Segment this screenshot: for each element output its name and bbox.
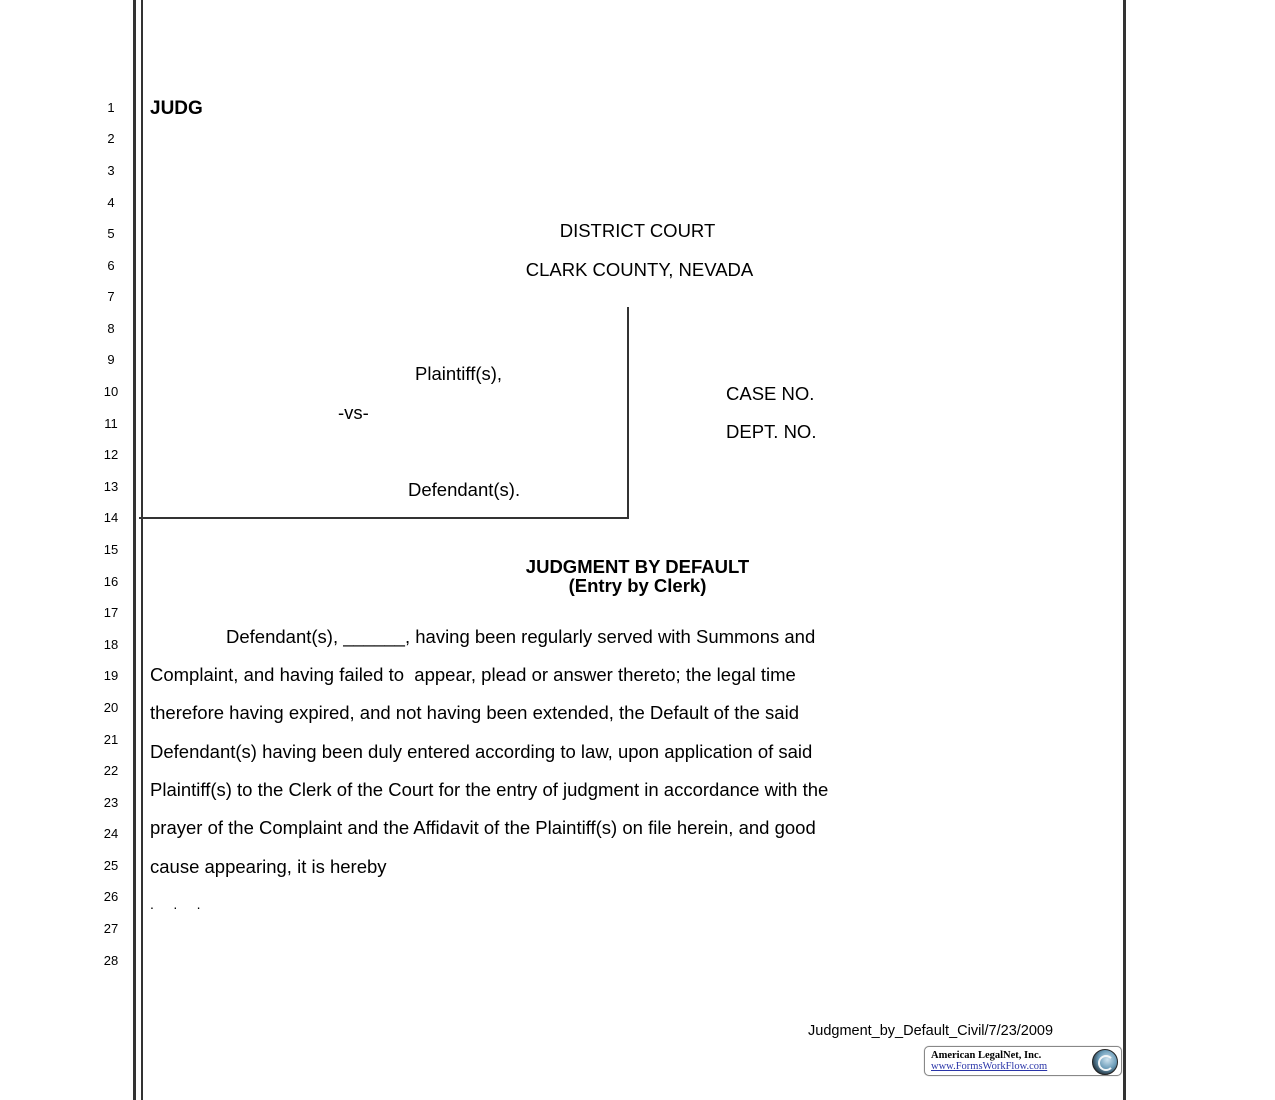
publisher-badge[interactable]	[924, 1046, 1122, 1076]
line-number: 12	[103, 447, 119, 462]
right-margin-rule	[1123, 0, 1126, 1100]
body-line: cause appearing, it is hereby	[150, 856, 387, 877]
body-line: Defendant(s) having been duly entered according to law, upon application of said	[150, 741, 813, 762]
line-number: 13	[103, 479, 119, 494]
versus-label: -vs-	[338, 402, 369, 423]
line-number: 15	[103, 542, 119, 557]
line-number: 7	[107, 289, 115, 304]
line-number: 4	[107, 195, 115, 210]
line-number: 24	[103, 826, 119, 841]
caption-vertical-rule	[627, 307, 629, 519]
form-identifier: Judgment_by_Default_Civil/7/23/2009	[808, 1023, 1054, 1039]
line-number: 17	[103, 605, 119, 620]
line-number: 22	[103, 763, 119, 778]
line-number: 25	[103, 858, 119, 873]
document-title: JUDGMENT BY DEFAULT	[525, 556, 750, 577]
line-number: 28	[103, 953, 119, 968]
plaintiff-label: Plaintiff(s),	[415, 363, 503, 384]
line-number: 8	[107, 321, 115, 336]
case-number-label: CASE NO.	[726, 383, 815, 404]
line-number: 19	[103, 668, 119, 683]
line-number: 10	[103, 384, 119, 399]
court-name: DISTRICT COURT	[559, 220, 716, 241]
line-number: 26	[103, 889, 119, 904]
line-number: 11	[104, 416, 118, 431]
globe-logo-icon	[1092, 1049, 1118, 1075]
body-line: Plaintiff(s) to the Clerk of the Court for the entry of judgment in accordance with the	[150, 779, 829, 800]
line-number: 5	[107, 226, 115, 241]
line-number: 1	[107, 100, 115, 115]
defendant-label: Defendant(s).	[408, 479, 521, 500]
publisher-link[interactable]: www.FormsWorkFlow.com	[931, 1061, 1048, 1072]
left-margin-rule-thin	[141, 0, 143, 1100]
line-number: 23	[103, 795, 119, 810]
body-line: therefore having expired, and not having been extended, the Default of the said	[150, 702, 799, 723]
publisher-name: American LegalNet, Inc.	[931, 1050, 1042, 1061]
body-line: prayer of the Complaint and the Affidavit of the Plaintiff(s) on file herein, and good	[150, 817, 816, 838]
continuation-dots: . . .	[150, 896, 201, 912]
department-number-label: DEPT. NO.	[726, 421, 817, 442]
document-subtitle: (Entry by Clerk)	[568, 575, 707, 596]
line-number: 20	[103, 700, 119, 715]
line-number: 18	[103, 637, 119, 652]
document-code: JUDG	[150, 98, 203, 119]
left-margin-rule-thick	[133, 0, 136, 1100]
line-number: 14	[103, 510, 119, 525]
body-line: Defendant(s), ______, having been regularly served with Summons and	[226, 626, 816, 647]
caption-bottom-rule	[139, 517, 629, 519]
line-number: 3	[107, 163, 115, 178]
line-number: 9	[107, 352, 115, 367]
line-number: 27	[103, 921, 119, 936]
line-number: 21	[103, 732, 119, 747]
line-number: 6	[107, 258, 115, 273]
court-location: CLARK COUNTY, NEVADA	[525, 259, 754, 280]
line-number: 2	[107, 131, 115, 146]
body-line: Complaint, and having failed to appear, plead or answer thereto; the legal time	[150, 664, 796, 685]
line-number: 16	[103, 574, 119, 589]
